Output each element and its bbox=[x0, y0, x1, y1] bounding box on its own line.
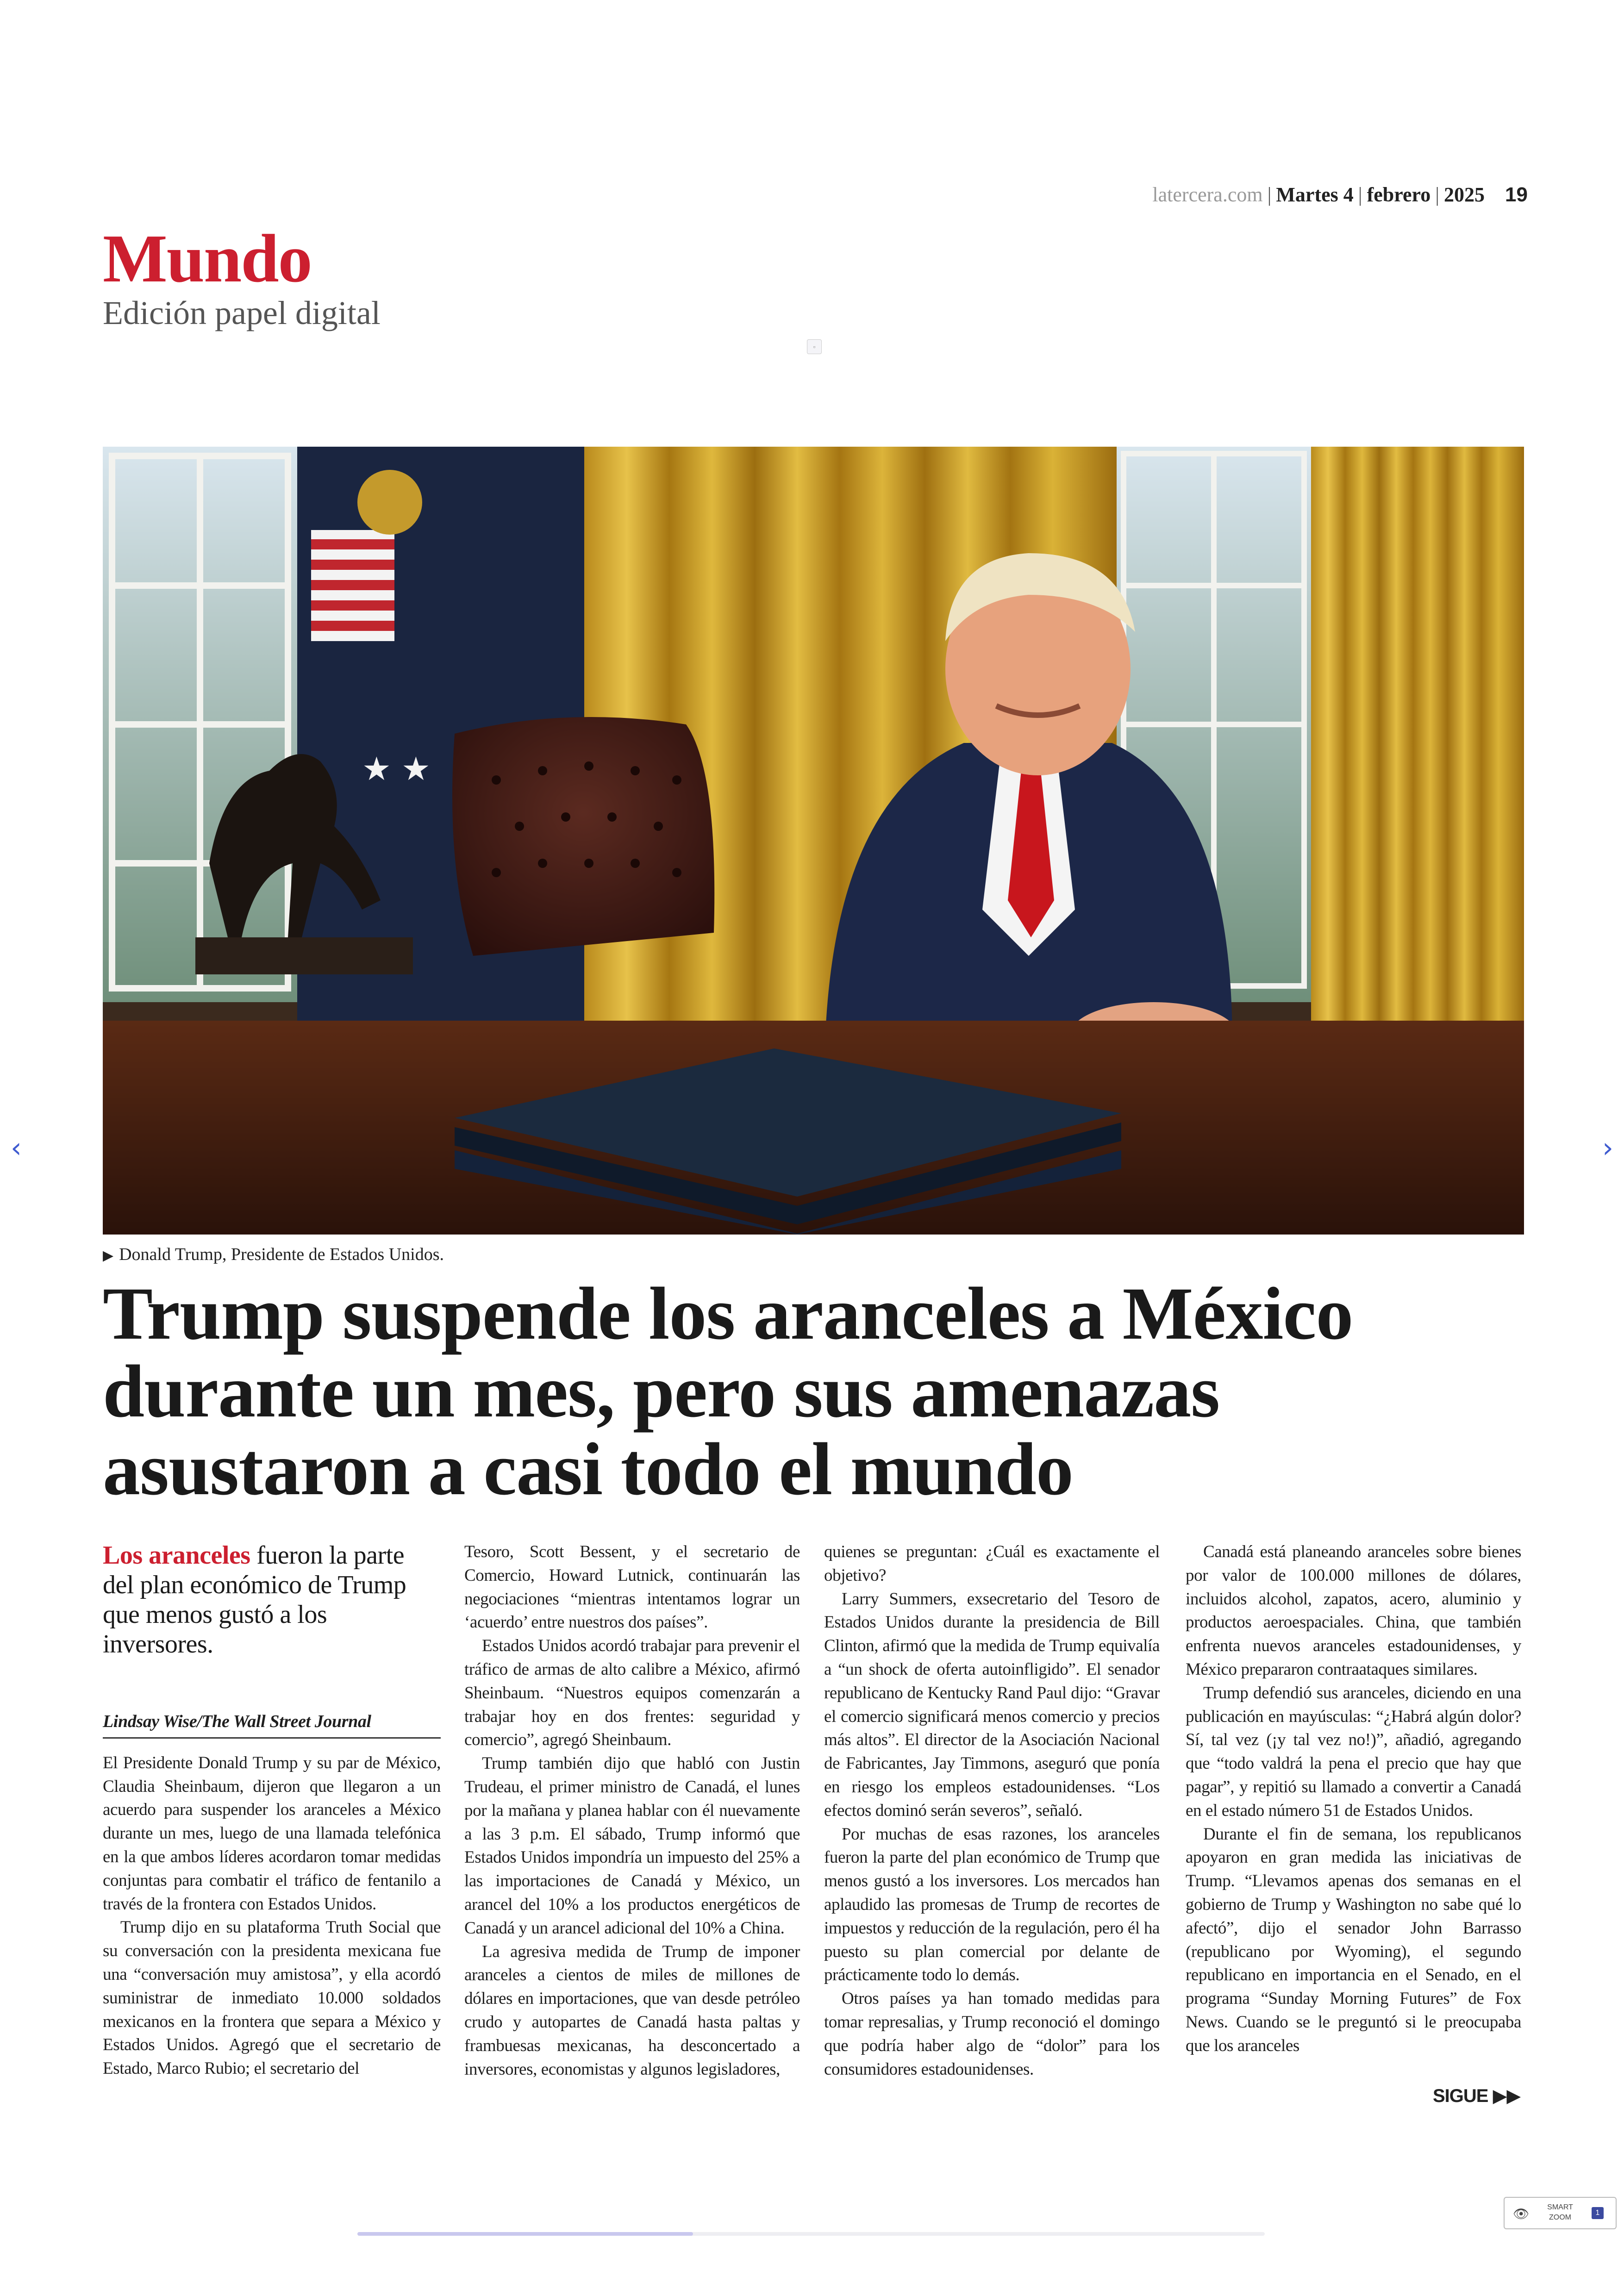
continue-link[interactable]: SIGUE ▶▶ bbox=[1433, 2086, 1521, 2106]
header-year: 2025 bbox=[1444, 183, 1485, 206]
paragraph: Otros países ya han tomado medidas para tomar represalias, y Trump reconoció el domingo que podría haber algo de “dolor” para los consumidores estadounidenses. bbox=[824, 1989, 1160, 2079]
section-subtitle: Edición papel digital bbox=[103, 294, 381, 331]
paragraph: Estados Unidos acordó trabajar para prevenir el tráfico de armas de alto calibre a México, afirmó Sheinbaum. “Nuestros equipos comenzarán a trabajar hoy en dos frentes: seguridad y comercio”, agregó Sheinbaum. bbox=[464, 1636, 800, 1750]
page-number: 19 bbox=[1505, 183, 1528, 206]
svg-text:★ ★: ★ ★ bbox=[362, 750, 431, 788]
lede-text: fueron la parte del plan económico de Trump que menos gustó a los inversores. bbox=[103, 1541, 406, 1659]
site-name: latercera.com bbox=[1152, 183, 1263, 206]
smart-zoom-label: SMART ZOOM bbox=[1547, 2203, 1573, 2221]
column-2 bbox=[464, 1540, 800, 2081]
reading-progress-fill bbox=[357, 2232, 693, 2236]
byline: Lindsay Wise/The Wall Street Journal bbox=[103, 1710, 441, 1739]
paragraph: Canadá está planeando aranceles sobre bienes por valor de 100.000 millones de dólares, incluidos alcohol, zapatos, acero, aluminio y productos aeroespaciales. China, que también enfrenta nuevos aranceles estadounidenses, y México prepararon contraataques similares. bbox=[1186, 1542, 1521, 1679]
header-day: Martes 4 bbox=[1276, 183, 1354, 206]
paragraph: Larry Summers, exsecretario del Tesoro de Estados Unidos durante la presidencia de Bill Clinton, afirmó que la medida de Trump equivalía a “un shock de oferta autoinfligido”. El senador republicano de Kentucky Rand Paul dijo: “Gravar el comercio significará menos comercio y precios más altos”. El director de la Asociación Nacional de Fabricantes, Jay Timmons, aseguró que ponía en riesgo los empleos estadounidenses. “Los efectos dominó serán severos”, señaló. bbox=[824, 1589, 1160, 1820]
photo-illustration bbox=[103, 447, 1524, 1235]
reading-progress-bar[interactable] bbox=[357, 2232, 1265, 2236]
photo-caption bbox=[103, 1244, 444, 1265]
column-1 bbox=[103, 1540, 441, 2081]
lede-highlight: Los aranceles bbox=[103, 1541, 250, 1570]
column-3 bbox=[824, 1540, 1160, 2081]
eye-icon: 👁 bbox=[1513, 2207, 1530, 2221]
paragraph: quienes se preguntan: ¿Cuál es exactamente el objetivo? bbox=[824, 1542, 1160, 1585]
paragraph: Trump dijo en su plataforma Truth Social que su conversación con la presidenta mexicana fue una “conversación muy amistosa”, y ella acordó suministrar de inmediato 10.000 soldados mexicanos en la frontera que separa a México y Estados Unidos. Agregó que el secretario de Estado, Marco Rubio; el secretario del bbox=[103, 1918, 441, 2078]
page-marker-icon: ▫ bbox=[807, 339, 822, 354]
chevron-left-icon[interactable]: ‹ bbox=[11, 1132, 22, 1164]
section-title: Mundo bbox=[103, 221, 312, 297]
header-month: febrero bbox=[1367, 183, 1431, 206]
chevron-right-icon[interactable]: › bbox=[1602, 1132, 1613, 1164]
smart-zoom-badge: 1 bbox=[1592, 2207, 1604, 2219]
paragraph: Durante el fin de semana, los republicanos apoyaron en gran medida las iniciativas de Trump. “Llevamos apenas dos semanas en el gobierno de Trump y Washington no sabe qué lo afectó”, dijo el senador John Barrasso (republicano por Wyoming), el segundo republicano en importancia en el Senado, en el programa “Sunday Morning Futures” de Fox News. Cuando se le preguntó si le preocupaba que los aranceles bbox=[1186, 1824, 1521, 2055]
paragraph: Trump defendió sus aranceles, diciendo en una publicación en mayúsculas: “¿Habrá algún dolor? Sí, tal vez (¡y tal vez no!)”, añadió, agregando que “todo valdrá la pena el precio que hay que pagar”, y repitió su llamado a convertir a Canadá en el estado número 51 de Estados Unidos. bbox=[1186, 1683, 1521, 1820]
article-headline: Trump suspende los aranceles a México durante un mes, pero sus amenazas asustaron a casi todo el mundo bbox=[103, 1272, 1353, 1511]
page-header: latercera.com | Martes 4 | febrero | 2025 19 bbox=[1152, 183, 1528, 206]
column-1-body bbox=[103, 1752, 441, 2081]
paragraph: Trump también dijo que habló con Justin Trudeau, el primer ministro de Canadá, el lunes por la mañana y planea hablar con él nuevamente a las 3 p.m. El sábado, Trump informó que Estados Unidos impondría un impuesto del 25% a las importaciones de Canadá y México, un arancel del 10% a los productos energéticos de Canadá y un arancel adicional del 10% a China. bbox=[464, 1754, 800, 1938]
caption-triangle-icon: ▶ bbox=[103, 1248, 114, 1263]
article-lede bbox=[103, 1540, 441, 1659]
paragraph: Tesoro, Scott Bessent, y el secretario de Comercio, Howard Lutnick, continuarán las negociaciones “mientras intentamos lograr un ‘acuerdo’ entre nuestros dos países”. bbox=[464, 1542, 800, 1632]
paragraph: El Presidente Donald Trump y su par de México, Claudia Sheinbaum, dijeron que llegaron a un acuerdo para suspender los aranceles a México durante un mes, luego de una llamada telefónica en la que ambos líderes acordaron tomar medidas conjuntas para combatir el tráfico de fentanilo a través de la frontera con Estados Unidos. bbox=[103, 1753, 441, 1914]
caption-text: Donald Trump, Presidente de Estados Unidos. bbox=[119, 1245, 444, 1264]
paragraph: Por muchas de esas razones, los aranceles fueron la parte del plan económico de Trump que menos gustó a los inversores. Los mercados han aplaudido las promesas de Trump de recortes de impuestos y reducción de la regulación, pero él ha puesto su plan comercial por delante de prácticamente todo lo demás. bbox=[824, 1824, 1160, 1985]
paragraph: La agresiva medida de Trump de imponer aranceles a cientos de miles de millones de dólares en importaciones, que van desde petróleo crudo y autopartes de Canadá hasta paltas y frambuesas mexicanas, ha desconcertado a inversores, economistas y algunos legisladores, bbox=[464, 1942, 800, 2079]
lead-photo bbox=[103, 447, 1524, 1235]
smart-zoom-button[interactable] bbox=[1504, 2197, 1617, 2229]
column-4 bbox=[1186, 1540, 1521, 2058]
